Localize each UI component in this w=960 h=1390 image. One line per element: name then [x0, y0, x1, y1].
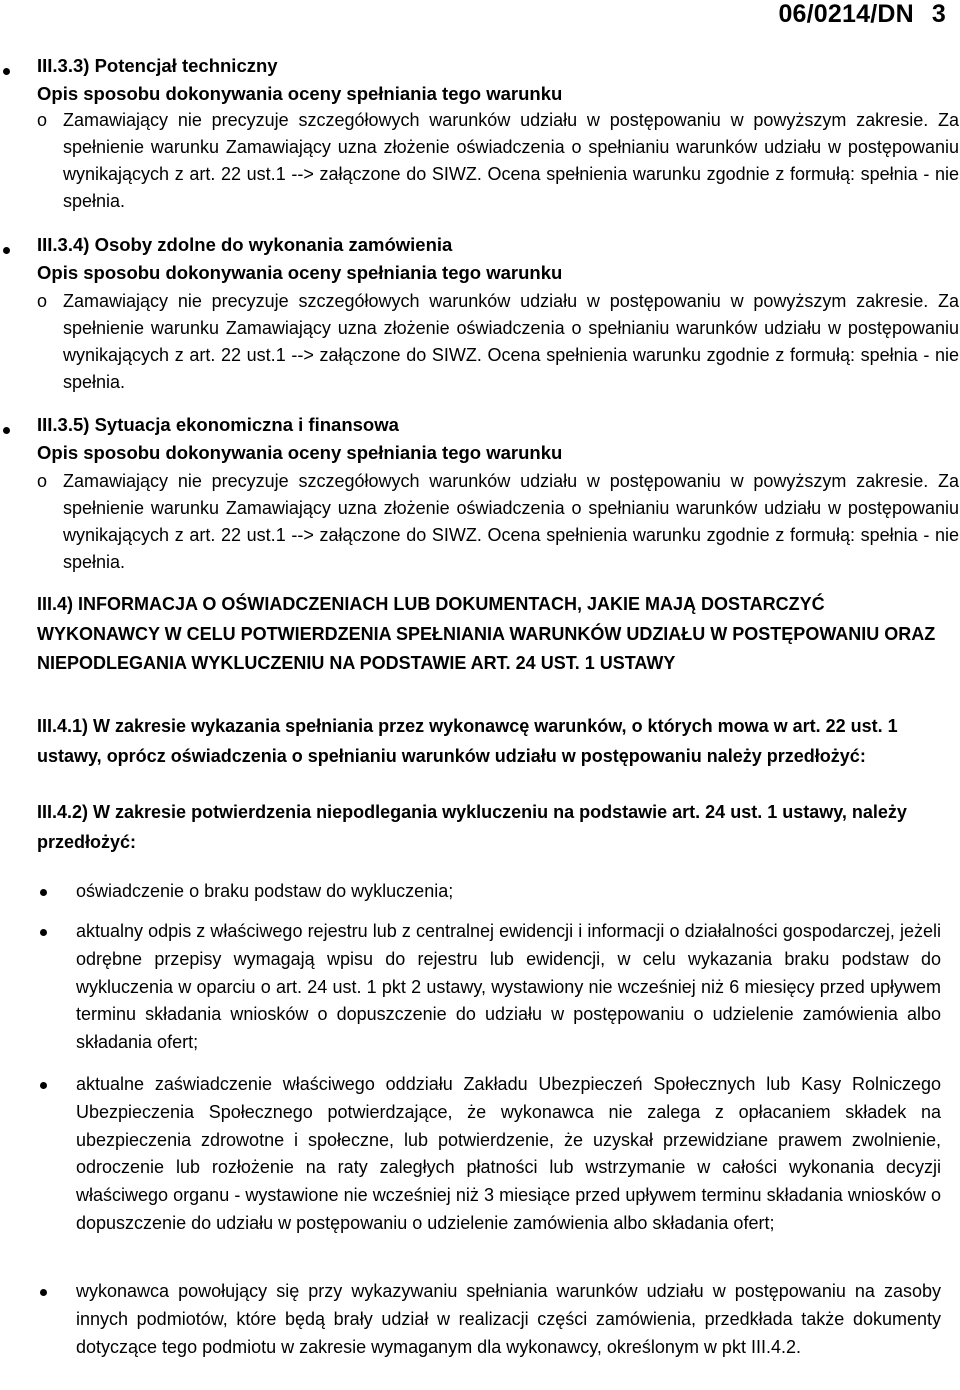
- document-number: [778, 0, 946, 29]
- list-item-text: oświadczenie o braku podstaw do wykluczenia;: [76, 881, 454, 901]
- page-number: 3: [931, 0, 946, 28]
- list-item-text: aktualny odpis z właściwego rejestru lub z centralnej ewidencji i informacji o działalności gospodarczej, jeżeli odrębne przepisy wymagają wpisu do rejestru lub ewidencji, w celu wykazania braku podstaw do wykluczenia w oparciu o art. 24 ust. 1 pkt 2 ustawy, wystawiony nie wcześniej niż 6 miesięcy przed upływem terminu składania wniosków o dopuszczenie do udziału w postępowaniu o udzielenie zamówienia albo składania ofert;: [76, 921, 941, 1053]
- bullet-disc: [40, 929, 47, 936]
- section-paragraph: Zamawiający nie precyzuje szczegółowych warunków udziału w postępowaniu w powyższym zakresie. Za spełnienie warunku Zamawiający uzna złożenie oświadczenia o spełnianiu warunków udziału w postępowaniu wynikających z art. 22 ust.1 --> załączone do SIWZ. Ocena spełnienia warunku zgodnie z formułą: spełnia - nie spełnia.: [63, 110, 959, 211]
- bullet-disc: [40, 1289, 47, 1296]
- section-title: III.3.5) Sytuacja ekonomiczna i finansowa: [37, 414, 399, 435]
- section-paragraph: Zamawiający nie precyzuje szczegółowych warunków udziału w postępowaniu w powyższym zakresie. Za spełnienie warunku Zamawiający uzna złożenie oświadczenia o spełnianiu warunków udziału w postępowaniu wynikających z art. 22 ust.1 --> załączone do SIWZ. Ocena spełnienia warunku zgodnie z formułą: spełnia - nie spełnia.: [63, 291, 959, 392]
- section-subtitle: Opis sposobu dokonywania oceny spełniania tego warunku: [37, 442, 563, 463]
- bullet-disc: [40, 889, 47, 896]
- section-iii-4-heading: III.4) INFORMACJA O OŚWIADCZENIACH LUB DOKUMENTACH, JAKIE MAJĄ DOSTARCZYĆ WYKONAWCY W CELU POTWIERDZENIA SPEŁNIANIA WARUNKÓW UDZIAŁU W POSTĘPOWANIU ORAZ NIEPODLEGANIA WYKLUCZENIU NA PODSTAWIE ART. 24 UST. 1 USTAWY: [37, 594, 936, 673]
- bullet-disc: [3, 68, 10, 75]
- section-title: III.3.4) Osoby zdolne do wykonania zamówienia: [37, 234, 453, 255]
- section-iii-4-1: III.4.1) W zakresie wykazania spełniania przez wykonawcę warunków, o których mowa w art. 22 ust. 1 ustawy, oprócz oświadczenia o spełnianiu warunków udziału w postępowaniu należy przedłożyć:: [37, 716, 898, 766]
- bullet-disc: [3, 427, 10, 434]
- bullet-disc: [40, 1082, 47, 1089]
- doc-number: 06/0214/DN: [778, 0, 914, 28]
- list-marker: o: [37, 110, 48, 130]
- list-marker: o: [37, 291, 48, 311]
- list-item-text: aktualne zaświadczenie właściwego oddziału Zakładu Ubezpieczeń Społecznych lub Kasy Rolniczego Ubezpieczenia Społecznego potwierdzające, że wykonawca nie zalega z opłacaniem składek na ubezpieczenia zdrowotne i społeczne, lub potwierdzenie, że uzyskał przewidziane prawem zwolnienie, odroczenie lub rozłożenie na raty zaległych płatności lub wstrzymanie w całości wykonania decyzji właściwego organu - wystawione nie wcześniej niż 3 miesiące przed upływem terminu składania wniosków o dopuszczenie do udziału w postępowaniu o udzielenie zamówienia albo składania ofert;: [76, 1074, 941, 1233]
- bullet-disc: [3, 247, 10, 254]
- list-item-text: wykonawca powołujący się przy wykazywaniu spełniania warunków udziału w postępowaniu na zasoby innych podmiotów, które będą brały udział w realizacji części zamówienia, przedkłada także dokumenty dotyczące tego podmiotu w zakresie wymaganym dla wykonawcy, określonym w pkt III.4.2.: [76, 1281, 941, 1357]
- section-iii-4-2: III.4.2) W zakresie potwierdzenia niepodlegania wykluczeniu na podstawie art. 24 ust. 1 ustawy, należy przedłożyć:: [37, 802, 907, 852]
- list-marker: o: [37, 471, 48, 491]
- section-paragraph: Zamawiający nie precyzuje szczegółowych warunków udziału w postępowaniu w powyższym zakresie. Za spełnienie warunku Zamawiający uzna złożenie oświadczenia o spełnianiu warunków udziału w postępowaniu wynikających z art. 22 ust.1 --> załączone do SIWZ. Ocena spełnienia warunku zgodnie z formułą: spełnia - nie spełnia.: [63, 471, 959, 572]
- section-title: III.3.3) Potencjał techniczny: [37, 55, 278, 76]
- section-subtitle: Opis sposobu dokonywania oceny spełniania tego warunku: [37, 262, 563, 283]
- section-subtitle: Opis sposobu dokonywania oceny spełniania tego warunku: [37, 83, 563, 104]
